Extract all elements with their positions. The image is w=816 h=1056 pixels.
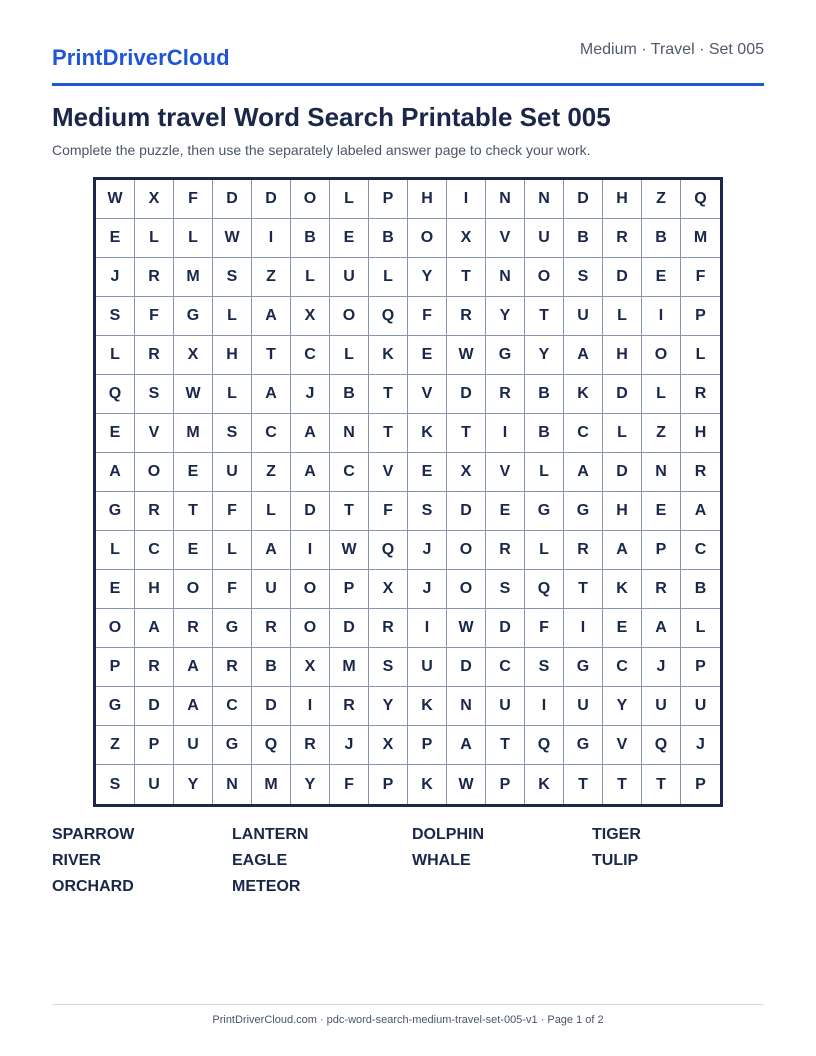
grid-cell[interactable]: C [252,414,291,453]
grid-cell[interactable]: N [447,687,486,726]
grid-cell[interactable]: T [564,570,603,609]
grid-cell[interactable]: H [603,336,642,375]
grid-cell[interactable]: D [252,180,291,219]
grid-cell[interactable]: R [291,726,330,765]
grid-cell[interactable]: D [447,375,486,414]
grid-cell[interactable]: L [330,336,369,375]
grid-cell[interactable]: G [174,297,213,336]
grid-cell[interactable]: Z [96,726,135,765]
grid-cell[interactable]: R [213,648,252,687]
grid-cell[interactable]: Q [96,375,135,414]
grid-cell[interactable]: I [291,687,330,726]
word-list-item: METEOR [232,878,301,895]
grid-cell[interactable]: C [291,336,330,375]
grid-cell[interactable]: P [681,648,720,687]
grid-cell[interactable]: R [330,687,369,726]
grid-cell[interactable]: S [135,375,174,414]
grid-cell[interactable]: T [603,765,642,804]
grid-cell[interactable]: B [330,375,369,414]
word-list-item: TIGER [592,826,641,843]
grid-cell[interactable]: U [213,453,252,492]
grid-cell[interactable]: M [252,765,291,804]
grid-cell[interactable]: W [174,375,213,414]
grid-cell[interactable]: F [213,570,252,609]
grid-cell[interactable]: R [564,531,603,570]
grid-cell[interactable]: W [330,531,369,570]
grid-cell[interactable]: E [96,219,135,258]
grid-cell[interactable]: A [96,453,135,492]
grid-cell[interactable]: L [291,258,330,297]
grid-cell[interactable]: M [174,258,213,297]
grid-cell[interactable]: W [213,219,252,258]
grid-cell[interactable]: T [252,336,291,375]
grid-cell[interactable]: X [369,726,408,765]
grid-cell[interactable]: Q [369,297,408,336]
grid-cell[interactable]: Q [369,531,408,570]
grid-cell[interactable]: E [174,531,213,570]
grid-cell[interactable]: H [213,336,252,375]
grid-cell[interactable]: R [135,492,174,531]
grid-cell[interactable]: M [681,219,720,258]
grid-cell[interactable]: Y [525,336,564,375]
grid-cell[interactable]: O [408,219,447,258]
grid-cell[interactable]: Q [252,726,291,765]
grid-cell[interactable]: O [291,609,330,648]
grid-cell[interactable]: A [174,687,213,726]
grid-cell[interactable]: D [213,180,252,219]
grid-cell[interactable]: S [408,492,447,531]
grid-cell[interactable]: N [642,453,681,492]
grid-cell[interactable]: I [408,609,447,648]
grid-cell[interactable]: T [486,726,525,765]
grid-cell[interactable]: P [369,180,408,219]
grid-cell[interactable]: R [642,570,681,609]
word-search-grid [93,177,723,807]
grid-cell[interactable]: F [369,492,408,531]
grid-cell[interactable]: Z [252,258,291,297]
grid-cell[interactable]: S [369,648,408,687]
grid-cell[interactable]: F [135,297,174,336]
grid-cell[interactable]: X [174,336,213,375]
grid-cell[interactable]: P [681,297,720,336]
grid-cell[interactable]: J [408,570,447,609]
grid-cell[interactable]: A [564,453,603,492]
word-list-item: SPARROW [52,826,135,843]
grid-cell[interactable]: A [252,375,291,414]
grid-cell[interactable]: N [525,180,564,219]
grid-cell[interactable]: T [369,414,408,453]
grid-cell[interactable]: U [135,765,174,804]
grid-cell[interactable]: W [447,609,486,648]
grid-cell[interactable]: O [447,570,486,609]
grid-cell[interactable]: X [291,648,330,687]
word-list-item: RIVER [52,852,101,869]
grid-cell[interactable]: O [291,180,330,219]
grid-cell[interactable]: W [447,336,486,375]
grid-cell[interactable]: E [603,609,642,648]
word-list-item: DOLPHIN [412,826,484,843]
grid-cell[interactable]: X [447,219,486,258]
grid-cell[interactable]: P [96,648,135,687]
grid-cell[interactable]: N [330,414,369,453]
grid-cell[interactable]: L [369,258,408,297]
page-header [52,34,764,86]
grid-cell[interactable]: R [447,297,486,336]
grid-cell[interactable]: D [564,180,603,219]
grid-cell[interactable]: T [174,492,213,531]
grid-cell[interactable]: M [174,414,213,453]
grid-cell[interactable]: R [369,609,408,648]
grid-cell[interactable]: X [291,297,330,336]
grid-cell[interactable]: V [408,375,447,414]
header-divider [52,83,764,86]
grid-cell[interactable]: N [486,180,525,219]
grid-cell[interactable]: D [603,375,642,414]
grid-cell[interactable]: S [486,570,525,609]
grid-cell[interactable]: D [135,687,174,726]
grid-cell[interactable]: V [486,453,525,492]
grid-cell[interactable]: B [525,414,564,453]
grid-cell[interactable]: G [525,492,564,531]
grid-cell[interactable]: U [252,570,291,609]
word-list-item: EAGLE [232,852,288,869]
grid-cell[interactable]: A [564,336,603,375]
grid-cell[interactable]: U [174,726,213,765]
grid-cell[interactable]: R [174,609,213,648]
grid-cell[interactable]: C [135,531,174,570]
grid-cell[interactable]: G [213,609,252,648]
grid-cell[interactable]: H [603,180,642,219]
grid-cell[interactable]: P [135,726,174,765]
grid-cell[interactable]: L [96,531,135,570]
grid-cell[interactable]: A [603,531,642,570]
grid-cell[interactable]: F [525,609,564,648]
grid-cell[interactable]: A [174,648,213,687]
grid-cell[interactable]: U [642,687,681,726]
grid-cell[interactable]: J [642,648,681,687]
grid-cell[interactable]: Y [486,297,525,336]
grid-cell[interactable]: B [369,219,408,258]
grid-cell[interactable]: K [525,765,564,804]
grid-cell[interactable]: Q [642,726,681,765]
grid-cell[interactable]: B [681,570,720,609]
grid-cell[interactable]: T [447,414,486,453]
grid-cell[interactable]: L [135,219,174,258]
grid-cell[interactable]: H [681,414,720,453]
grid-cell[interactable]: U [564,687,603,726]
grid-cell[interactable]: R [603,219,642,258]
grid-cell[interactable]: S [96,765,135,804]
grid-cell[interactable]: W [447,765,486,804]
grid-cell[interactable]: N [486,258,525,297]
grid-cell[interactable]: L [603,297,642,336]
grid-cell[interactable]: L [330,180,369,219]
grid-cell[interactable]: H [135,570,174,609]
grid-cell[interactable]: G [96,492,135,531]
grid-cell[interactable]: V [486,219,525,258]
grid-cell[interactable]: E [96,570,135,609]
grid-cell[interactable]: L [174,219,213,258]
grid-cell[interactable]: R [486,375,525,414]
page-title: Medium travel Word Search Printable Set 005 [52,102,611,132]
grid-cell[interactable]: A [252,297,291,336]
grid-cell[interactable]: B [291,219,330,258]
grid-cell[interactable]: A [291,414,330,453]
grid-cell[interactable]: O [174,570,213,609]
grid-cell[interactable]: U [525,219,564,258]
grid-cell[interactable]: A [447,726,486,765]
grid-cell[interactable]: T [525,297,564,336]
grid-cell[interactable]: F [681,258,720,297]
grid-cell[interactable]: I [564,609,603,648]
page-footer: PrintDriverCloud.com · pdc-word-search-medium-travel-set-005-v1 · Page 1 of 2 [212,1014,604,1026]
word-list-item: TULIP [592,852,639,869]
grid-cell[interactable]: D [486,609,525,648]
grid-cell[interactable]: S [564,258,603,297]
grid-cell[interactable]: U [564,297,603,336]
grid-cell[interactable]: V [135,414,174,453]
grid-cell[interactable]: E [486,492,525,531]
grid-cell[interactable]: F [408,297,447,336]
grid-cell[interactable]: I [486,414,525,453]
grid-cell[interactable]: N [213,765,252,804]
grid-cell[interactable]: U [330,258,369,297]
grid-cell[interactable]: J [96,258,135,297]
grid-cell[interactable]: B [642,219,681,258]
grid-cell[interactable]: P [369,765,408,804]
grid-cell[interactable]: Y [408,258,447,297]
grid-cell[interactable]: G [564,726,603,765]
word-list-item: WHALE [412,852,471,869]
grid-cell[interactable]: X [447,453,486,492]
grid-cell[interactable]: R [252,609,291,648]
grid-cell[interactable]: Y [603,687,642,726]
breadcrumb: Medium · Travel · Set 005 [579,41,764,58]
grid-cell[interactable]: O [330,297,369,336]
grid-cell[interactable]: K [408,765,447,804]
grid-cell[interactable]: O [135,453,174,492]
grid-cell[interactable]: C [603,648,642,687]
grid-cell[interactable]: E [174,453,213,492]
grid-cell[interactable]: O [447,531,486,570]
grid-cell[interactable]: L [525,531,564,570]
grid-cell[interactable]: D [603,258,642,297]
grid-cell[interactable]: O [291,570,330,609]
grid-cell[interactable]: K [603,570,642,609]
grid-cell[interactable]: I [447,180,486,219]
grid-cell[interactable]: U [681,687,720,726]
grid-cell[interactable]: T [642,765,681,804]
grid-cell[interactable]: D [447,648,486,687]
grid-cell[interactable]: L [603,414,642,453]
grid-cell[interactable]: T [330,492,369,531]
grid-cell[interactable]: P [330,570,369,609]
grid-cell[interactable]: V [369,453,408,492]
grid-cell[interactable]: S [525,648,564,687]
grid-cell[interactable]: G [564,648,603,687]
grid-cell[interactable]: Y [174,765,213,804]
grid-cell[interactable]: G [213,726,252,765]
grid-cell[interactable]: J [408,531,447,570]
grid-cell[interactable]: O [96,609,135,648]
grid-cell[interactable]: C [486,648,525,687]
grid-cell[interactable]: F [174,180,213,219]
grid-cell[interactable]: D [291,492,330,531]
grid-cell[interactable]: L [642,375,681,414]
grid-cell[interactable]: Y [369,687,408,726]
grid-cell[interactable]: J [291,375,330,414]
grid-cell[interactable]: Q [525,570,564,609]
grid-cell[interactable]: E [408,453,447,492]
grid-cell[interactable]: X [135,180,174,219]
grid-cell[interactable]: R [135,648,174,687]
grid-cell[interactable]: C [681,531,720,570]
grid-cell[interactable]: W [96,180,135,219]
grid-cell[interactable]: A [252,531,291,570]
grid-cell[interactable]: G [564,492,603,531]
grid-cell[interactable]: I [525,687,564,726]
grid-cell[interactable]: Z [642,414,681,453]
grid-cell[interactable]: J [681,726,720,765]
grid-cell[interactable]: O [525,258,564,297]
grid-cell[interactable]: E [408,336,447,375]
grid-cell[interactable]: Y [291,765,330,804]
grid-cell[interactable]: B [252,648,291,687]
grid-cell[interactable]: L [213,375,252,414]
grid-cell[interactable]: L [681,336,720,375]
grid-cell[interactable]: Q [525,726,564,765]
grid-cell[interactable]: P [642,531,681,570]
grid-cell[interactable]: M [330,648,369,687]
grid-cell[interactable]: B [564,219,603,258]
grid-cell[interactable]: U [486,687,525,726]
grid-cell[interactable]: P [486,765,525,804]
grid-cell[interactable]: A [135,609,174,648]
grid-cell[interactable]: I [252,219,291,258]
grid-cell[interactable]: F [330,765,369,804]
grid-cell[interactable]: R [135,258,174,297]
grid-cell[interactable]: J [330,726,369,765]
grid-cell[interactable]: P [408,726,447,765]
grid-cell[interactable]: D [330,609,369,648]
grid-cell[interactable]: Z [642,180,681,219]
grid-cell[interactable]: Q [681,180,720,219]
grid-cell[interactable]: K [408,414,447,453]
grid-cell[interactable]: C [330,453,369,492]
grid-cell[interactable]: K [564,375,603,414]
footer-divider [52,1004,764,1005]
grid-cell[interactable]: E [96,414,135,453]
grid-cell[interactable]: A [291,453,330,492]
grid-cell[interactable]: D [447,492,486,531]
grid-cell[interactable]: I [642,297,681,336]
grid-cell[interactable]: U [408,648,447,687]
grid-cell[interactable]: C [564,414,603,453]
grid-cell[interactable]: T [564,765,603,804]
grid-cell[interactable]: Z [252,453,291,492]
grid-cell[interactable]: T [447,258,486,297]
word-list [52,824,772,902]
grid-cell[interactable]: D [603,453,642,492]
grid-cell[interactable]: E [330,219,369,258]
grid-cell[interactable]: P [695,775,706,793]
grid-cell[interactable]: H [408,180,447,219]
word-list-item: ORCHARD [52,878,134,895]
grid-cell[interactable]: A [642,609,681,648]
word-list-item: LANTERN [232,826,309,843]
grid-cell[interactable]: H [603,492,642,531]
grid-cell[interactable]: R [135,336,174,375]
grid-cell[interactable]: K [369,336,408,375]
grid-cell[interactable]: R [681,453,720,492]
grid-cell[interactable]: D [252,687,291,726]
grid-cell[interactable]: F [213,492,252,531]
grid-cell[interactable]: L [525,453,564,492]
grid-cell[interactable]: K [408,687,447,726]
grid-cell[interactable]: O [642,336,681,375]
grid-cell[interactable]: I [291,531,330,570]
grid-cell[interactable]: R [486,531,525,570]
grid-cell[interactable]: L [213,531,252,570]
grid-cell[interactable]: S [213,414,252,453]
grid-cell[interactable]: C [213,687,252,726]
grid-cell[interactable]: L [252,492,291,531]
grid-cell[interactable]: E [642,258,681,297]
grid-cell[interactable]: V [603,726,642,765]
grid-cell[interactable]: S [213,258,252,297]
grid-cell[interactable]: X [369,570,408,609]
page-subtitle: Complete the puzzle, then use the separately labeled answer page to check your work. [52,142,591,158]
grid-cell[interactable]: L [213,297,252,336]
grid-cell[interactable]: L [681,609,720,648]
grid-cell[interactable]: E [642,492,681,531]
grid-cell[interactable]: R [681,375,720,414]
brand-logo[interactable]: PrintDriverCloud [52,45,230,70]
grid-cell[interactable]: L [96,336,135,375]
grid-cell[interactable]: B [525,375,564,414]
grid-cell[interactable]: S [96,297,135,336]
grid-cell[interactable]: G [486,336,525,375]
grid-cell[interactable]: G [96,687,135,726]
grid-cell[interactable]: T [369,375,408,414]
grid-cell[interactable]: A [681,492,720,531]
